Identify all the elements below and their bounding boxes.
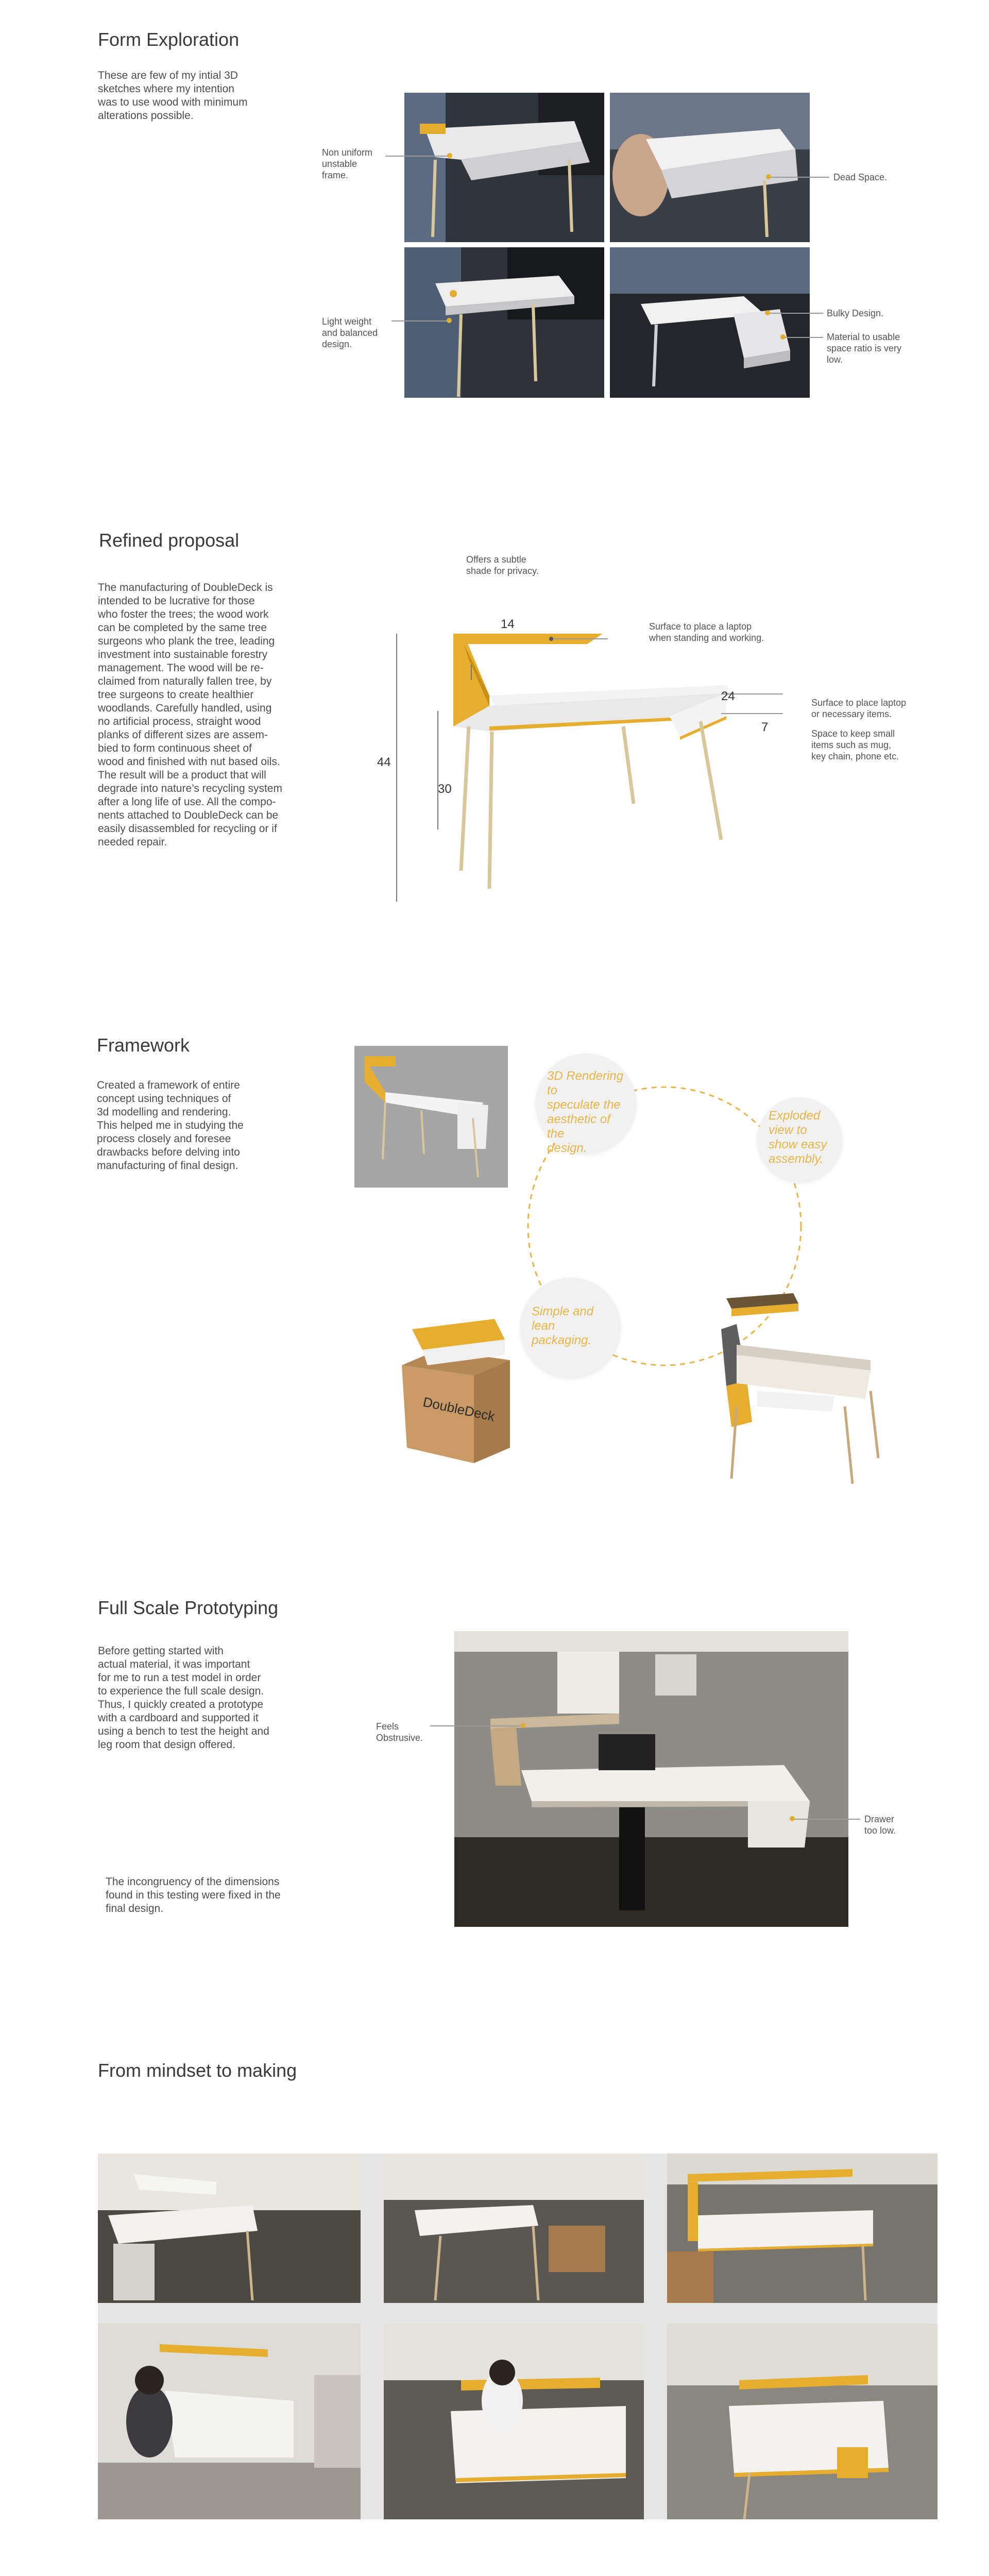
annotation-non-uniform: Non uniform unstable frame. [322,147,373,180]
box-label: DoubleDeck [421,1394,497,1425]
gallery-photo-5 [384,2324,644,2519]
section-title-mindset: From mindset to making [98,2060,297,2081]
gallery-photo-3 [667,2154,937,2303]
annotation-shade: Offers a subtle shade for privacy. [466,554,539,576]
section-title-form-exploration: Form Exploration [98,29,240,50]
annotation-storage: Space to keep small items such as mug, key chain, phone etc. [811,728,899,761]
annotation-surface-standing: Surface to place a laptop when standing and working. [649,621,764,643]
sketch-photo-2 [610,93,810,242]
prototyping-text: Before getting started with actual material, it was important for me to run a test model in order to experience the full scale design. Thus, I quickly created a prototype with a cardboard and supported it using a bench to test the height and leg room that design offered. [98,1645,269,1751]
prototype-photo [454,1631,848,1927]
prototyping-note: The incongruency of the dimensions found in this testing were fixed in the final design. [106,1876,281,1914]
gallery-photo-2 [384,2154,644,2303]
step-exploded-label: Exploded view to show easy assembly. [769,1109,827,1166]
annotation-bulky: Bulky Design. [827,308,884,318]
annotation-drawer-low: Drawer too low. [864,1814,896,1836]
annotation-obstrusive: Feels Obstrusive. [376,1721,423,1743]
desk-diagram [391,613,783,922]
annotation-dead-space: Dead Space. [833,172,888,182]
section-title-refined-proposal: Refined proposal [99,530,240,551]
sketch-photo-3 [404,247,604,398]
step-exploded-circle [757,1097,842,1182]
dimension-mid-depth: 24 [721,689,735,703]
exploded-view [716,1288,886,1489]
gallery-photo-1 [98,2154,361,2303]
gallery-photo-6 [667,2324,937,2519]
framework-text: Created a framework of entire concept using techniques of 3d modelling and rendering. This helped me in studying the process closely and foresee drawbacks before delving into manufacturing of final design. [97,1079,244,1172]
step-render-circle [536,1054,636,1154]
gallery-photo-4 [98,2324,361,2519]
step-render-label: 3D Rendering to speculate the aesthetic of the design. [547,1069,624,1155]
dimension-total-height: 44 [377,755,391,769]
section-title-framework: Framework [97,1035,190,1056]
section-title-prototyping: Full Scale Prototyping [98,1597,279,1618]
packaging-box [397,1319,515,1473]
dimension-drawer: 7 [761,720,769,734]
form-exploration-text: These are few of my intial 3D sketches where my intention was to use wood with minimum alterations possible. [98,70,248,122]
sketch-photo-4 [610,247,810,398]
annotation-material: Material to usable space ratio is very low. [827,332,902,365]
dimension-top-depth: 14 [501,617,515,631]
annotation-light-weight: Light weight and balanced design. [322,316,378,349]
sketch-photo-1 [404,93,604,242]
refined-proposal-text: The manufacturing of DoubleDeck is intended to be lucrative for those who foster the trees; the wood work can be completed by the same tree surgeons who plank the tree, leading investment into sustainable forestry management. The wood will be re- claimed from naturally fallen tree, by tree surgeons to create healthier woodlands. Carefully handled, using no artificial process, straight wood planks of different sizes are assem- bied to form continuous sheet of wood and finished with nut based oils. The result will be a product that will degrade into nature’s recycling system after a long life of use. All the compo- nents attached to DoubleDeck can be easily disassembled for recycling or if needed repair. [98,582,282,848]
annotation-surface-laptop: Surface to place laptop or necessary items. [811,698,907,719]
framework-render [354,1046,508,1188]
step-packaging-label: Simple and lean packaging. [532,1304,594,1347]
dimension-desk-height: 30 [438,782,452,796]
step-packaging-circle [520,1278,621,1378]
